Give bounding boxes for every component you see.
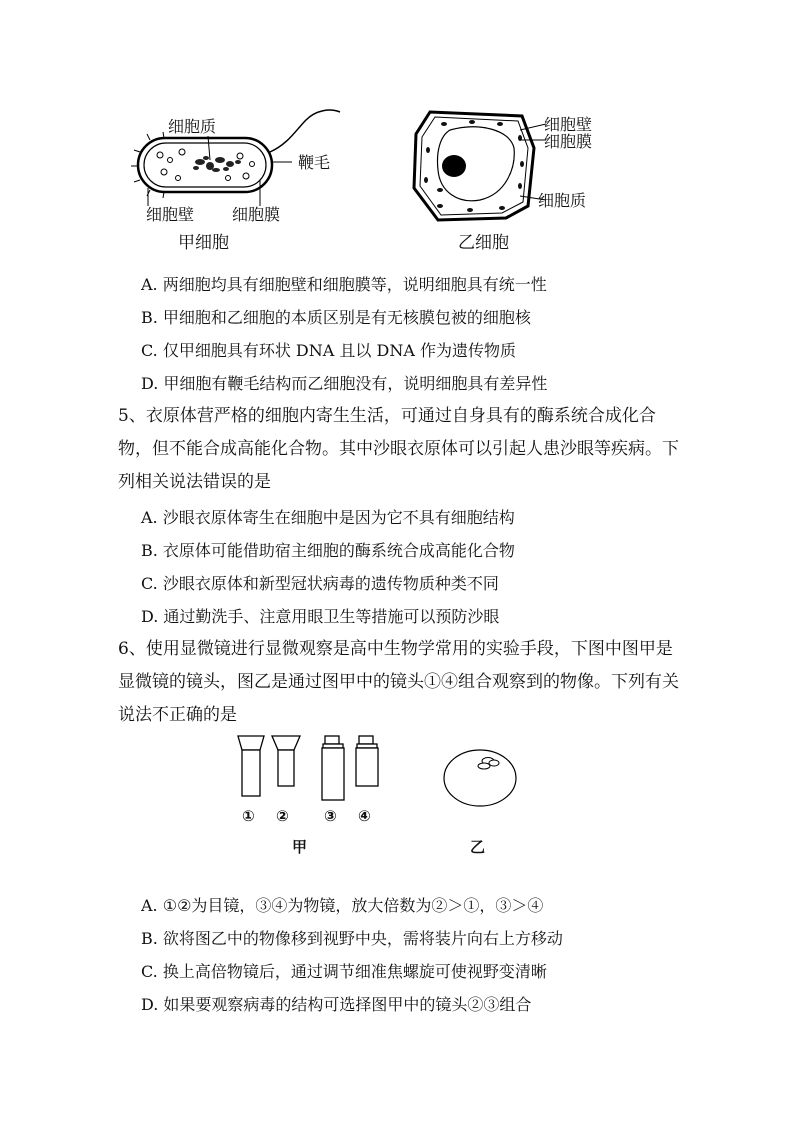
q5-stem: 5、衣原体营严格的细胞内寄生生活，可通过自身具有的酶系统合成化合物，但不能合成高能化合物。其中沙眼衣原体可以引起人患沙眼等疾病。下列相关说法错误的是 bbox=[118, 406, 679, 492]
label-flagellum: 鞭毛 bbox=[298, 153, 331, 172]
lens-drawings bbox=[230, 734, 390, 804]
q4-option-d: D. 甲细胞有鞭毛结构而乙细胞没有，说明细胞具有差异性 bbox=[141, 374, 548, 393]
label-membrane-a: 细胞膜 bbox=[232, 205, 281, 224]
lens-number-1: ① bbox=[242, 807, 255, 825]
view-field-drawing bbox=[442, 748, 522, 808]
q4-option-c: C. 仅甲细胞具有环状 DNA 且以 DNA 作为遗传物质 bbox=[141, 341, 516, 360]
q6-stem: 6、使用显微镜进行显微观察是高中生物学常用的实验手段，下图中图甲是显微镜的镜头，图乙是通过图甲中的镜头①④组合观察到的物像。下列有关说法不正确的是 bbox=[118, 639, 679, 725]
lens-caption-a: 甲 bbox=[292, 838, 308, 856]
q5-option-a: A. 沙眼衣原体寄生在细胞中是因为它不具有细胞结构 bbox=[141, 508, 515, 527]
label-cytoplasm-a: 细胞质 bbox=[168, 117, 217, 136]
label-wall-b: 细胞壁 bbox=[544, 115, 593, 134]
lens-figure bbox=[230, 734, 530, 854]
lens-number-4: ④ bbox=[358, 807, 371, 825]
view-caption-b: 乙 bbox=[470, 838, 486, 856]
q5-option-c: C. 沙眼衣原体和新型冠状病毒的遗传物质种类不同 bbox=[141, 574, 499, 593]
q5-option-d: D. 通过勤洗手、注意用眼卫生等措施可以预防沙眼 bbox=[141, 607, 500, 626]
lens-number-2: ② bbox=[276, 807, 289, 825]
q4-option-a: A. 两细胞均具有细胞壁和细胞膜等，说明细胞具有统一性 bbox=[141, 275, 547, 294]
label-membrane-b: 细胞膜 bbox=[544, 132, 593, 151]
q6-option-b: B. 欲将图乙中的物像移到视野中央，需将装片向右上方移动 bbox=[141, 929, 563, 948]
bacterial-cell-drawing bbox=[120, 100, 380, 260]
label-wall-a: 细胞壁 bbox=[146, 205, 195, 224]
lens-number-3: ③ bbox=[324, 807, 337, 825]
q4-option-b: B. 甲细胞和乙细胞的本质区别是有无核膜包被的细胞核 bbox=[141, 308, 531, 327]
q6-option-d: D. 如果要观察病毒的结构可选择图甲中的镜头②③组合 bbox=[141, 995, 532, 1014]
q5-option-b: B. 衣原体可能借助宿主细胞的酶系统合成高能化合物 bbox=[141, 541, 515, 560]
label-cytoplasm-b: 细胞质 bbox=[538, 191, 587, 210]
caption-cell-b: 乙细胞 bbox=[458, 233, 509, 253]
caption-cell-a: 甲细胞 bbox=[178, 233, 229, 253]
q6-option-c: C. 换上高倍物镜后，通过调节细准焦螺旋可使视野变清晰 bbox=[141, 962, 547, 981]
q6-option-a: A. ①②为目镜，③④为物镜，放大倍数为②＞①，③＞④ bbox=[141, 896, 544, 915]
cell-figure bbox=[120, 100, 640, 260]
